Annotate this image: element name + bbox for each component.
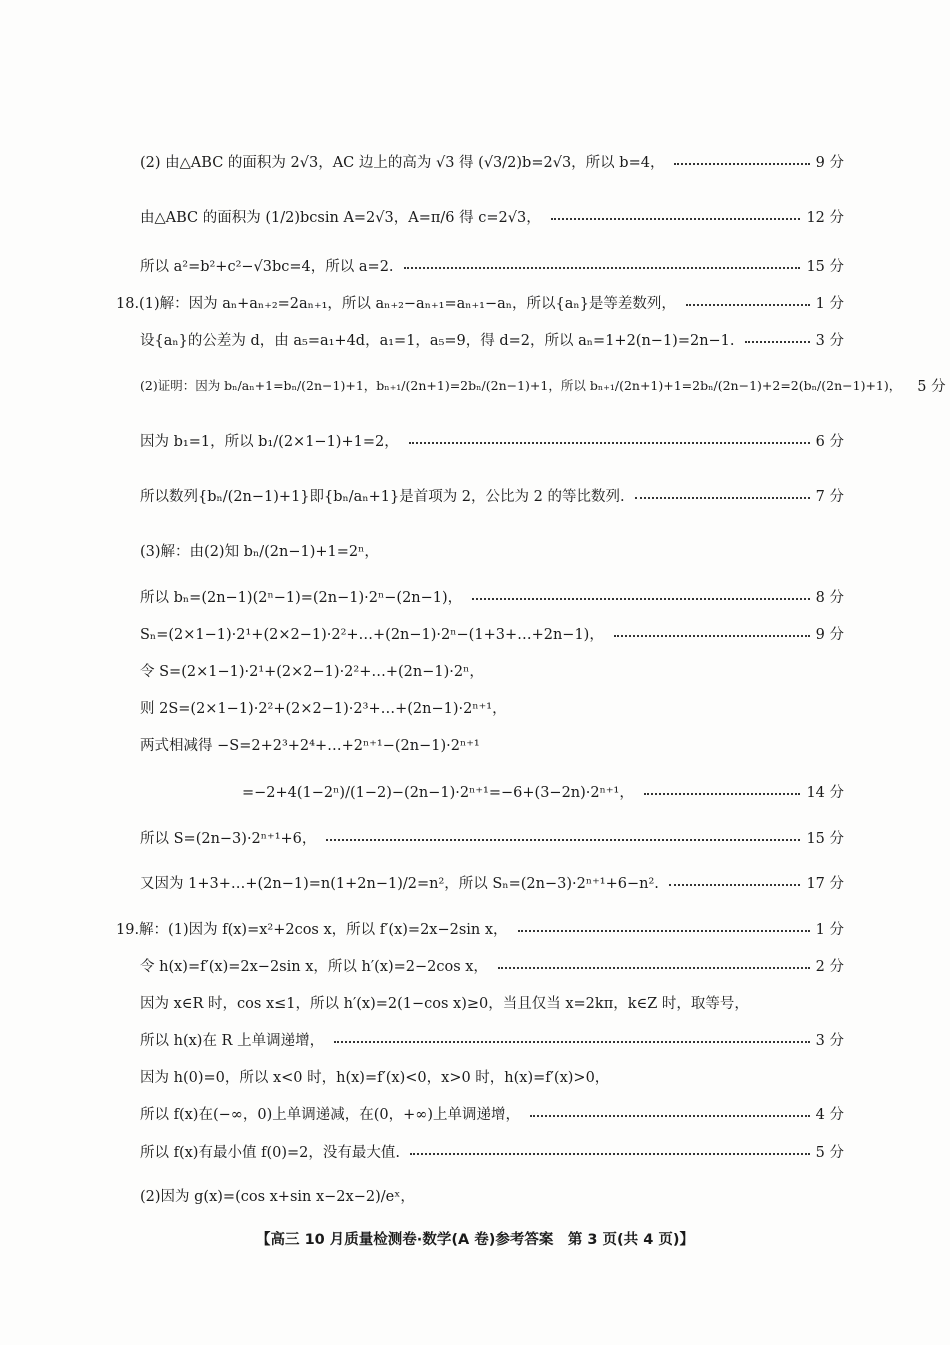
- answer-line: (3)解：由(2)知 bₙ/(2n−1)+1=2ⁿ，: [140, 543, 379, 560]
- leader-dots: [669, 884, 801, 886]
- leader-dots: [334, 1041, 810, 1043]
- answer-line: 则 2S=(2×1−1)·2²+(2×2−1)·2³+…+(2n−1)·2ⁿ⁺¹，: [140, 700, 507, 717]
- answer-line: (2) 由△ABC 的面积为 2√3，AC 边上的高为 √3 得 (√3/2)b=2√3，所以 b=4， 9 分: [140, 146, 844, 176]
- leader-dots: [518, 930, 810, 932]
- score: 5 分: [917, 378, 946, 395]
- leader-dots: [686, 304, 810, 306]
- score: 8 分: [815, 589, 844, 606]
- leader-dots: [644, 793, 801, 795]
- score: 1 分: [815, 295, 844, 312]
- leader-dots: [745, 341, 810, 343]
- answer-line: 由△ABC 的面积为 (1/2)bcsin A=2√3，A=π/6 得 c=2√3， 12 分: [140, 201, 844, 231]
- answer-line: 令 h(x)=f′(x)=2x−2sin x，所以 h′(x)=2−2cos x， 2 分: [140, 950, 844, 980]
- score: 6 分: [815, 433, 844, 450]
- answer-line: 18.(1)解：因为 aₙ+aₙ₊₂=2aₙ₊₁，所以 aₙ₊₂−aₙ₊₁=aₙ₊₁−aₙ，所以{aₙ}是等差数列， 1 分: [116, 287, 844, 317]
- answer-line: 因为 h(0)=0，所以 x<0 时，h(x)=f′(x)<0，x>0 时，h(x)=f′(x)>0，: [140, 1069, 610, 1086]
- answer-line: 所以 f(x)在(−∞，0)上单调递减，在(0，+∞)上单调递增， 4 分: [140, 1098, 844, 1128]
- answer-line: 又因为 1+3+…+(2n−1)=n(1+2n−1)/2=n²，所以 Sₙ=(2n−3)·2ⁿ⁺¹+6−n². 17 分: [140, 867, 844, 897]
- leader-dots: [498, 967, 810, 969]
- answer-line: (2)因为 g(x)=(cos x+sin x−2x−2)/eˣ，: [140, 1188, 415, 1205]
- answer-line: 所以数列{bₙ/(2n−1)+1}即{bₙ/aₙ+1}是首项为 2，公比为 2 的等比数列. 7 分: [140, 480, 844, 510]
- leader-dots: [530, 1115, 810, 1117]
- answer-line: (2)证明：因为 bₙ/aₙ+1=bₙ/(2n−1)+1，bₙ₊₁/(2n+1)=2bₙ/(2n−1)+1，所以 bₙ₊₁/(2n+1)+1=2bₙ/(2n−1)+2=2(bₙ/(2n−1)+1)， 5 分: [140, 370, 844, 400]
- leader-dots: [551, 218, 801, 220]
- leader-dots: [404, 267, 801, 269]
- leader-dots: [614, 635, 810, 637]
- answer-line: 设{aₙ}的公差为 d，由 a₅=a₁+4d，a₁=1，a₅=9，得 d=2，所以 aₙ=1+2(n−1)=2n−1. 3 分: [140, 324, 844, 354]
- answer-line: 所以 a²=b²+c²−√3bc=4，所以 a=2. 15 分: [140, 250, 844, 280]
- score: 9 分: [815, 154, 844, 171]
- leader-dots: [635, 497, 810, 499]
- score: 4 分: [815, 1106, 844, 1123]
- score: 2 分: [815, 958, 844, 975]
- score: 3 分: [815, 332, 844, 349]
- answer-line: 两式相减得 −S=2+2³+2⁴+…+2ⁿ⁺¹−(2n−1)·2ⁿ⁺¹: [140, 737, 480, 754]
- answer-line: 19.解：(1)因为 f(x)=x²+2cos x，所以 f′(x)=2x−2sin x， 1 分: [116, 913, 844, 943]
- answer-line: 所以 f(x)有最小值 f(0)=2，没有最大值. 5 分: [140, 1136, 844, 1166]
- answer-line: 因为 x∈R 时，cos x≤1，所以 h′(x)=2(1−cos x)≥0，当且仅当 x=2kπ，k∈Z 时，取等号，: [140, 995, 749, 1012]
- score: 1 分: [815, 921, 844, 938]
- score: 17 分: [806, 875, 844, 892]
- score: 7 分: [815, 488, 844, 505]
- leader-dots: [326, 839, 800, 841]
- leader-dots: [409, 442, 810, 444]
- score: 3 分: [815, 1032, 844, 1049]
- score: 15 分: [806, 258, 844, 275]
- answer-line: =−2+4(1−2ⁿ)/(1−2)−(2n−1)·2ⁿ⁺¹=−6+(3−2n)·2ⁿ⁺¹， 14 分: [242, 776, 844, 806]
- answer-line: 令 S=(2×1−1)·2¹+(2×2−1)·2²+…+(2n−1)·2ⁿ，: [140, 663, 484, 680]
- page-footer: 【高三 10 月质量检测卷·数学(A 卷)参考答案 第 3 页(共 4 页)】: [256, 1232, 694, 1248]
- answer-line: 因为 b₁=1，所以 b₁/(2×1−1)+1=2， 6 分: [140, 425, 844, 455]
- score: 9 分: [815, 626, 844, 643]
- score: 15 分: [806, 830, 844, 847]
- answer-line: 所以 S=(2n−3)·2ⁿ⁺¹+6， 15 分: [140, 822, 844, 852]
- answer-line: 所以 bₙ=(2n−1)(2ⁿ−1)=(2n−1)·2ⁿ−(2n−1)， 8 分: [140, 581, 844, 611]
- leader-dots: [472, 598, 809, 600]
- answer-line: Sₙ=(2×1−1)·2¹+(2×2−1)·2²+…+(2n−1)·2ⁿ−(1+3+…+2n−1)， 9 分: [140, 618, 844, 648]
- score: 14 分: [806, 784, 844, 801]
- score: 5 分: [815, 1144, 844, 1161]
- leader-dots: [410, 1153, 810, 1155]
- leader-dots: [674, 163, 809, 165]
- answer-line: 所以 h(x)在 R 上单调递增， 3 分: [140, 1024, 844, 1054]
- score: 12 分: [806, 209, 844, 226]
